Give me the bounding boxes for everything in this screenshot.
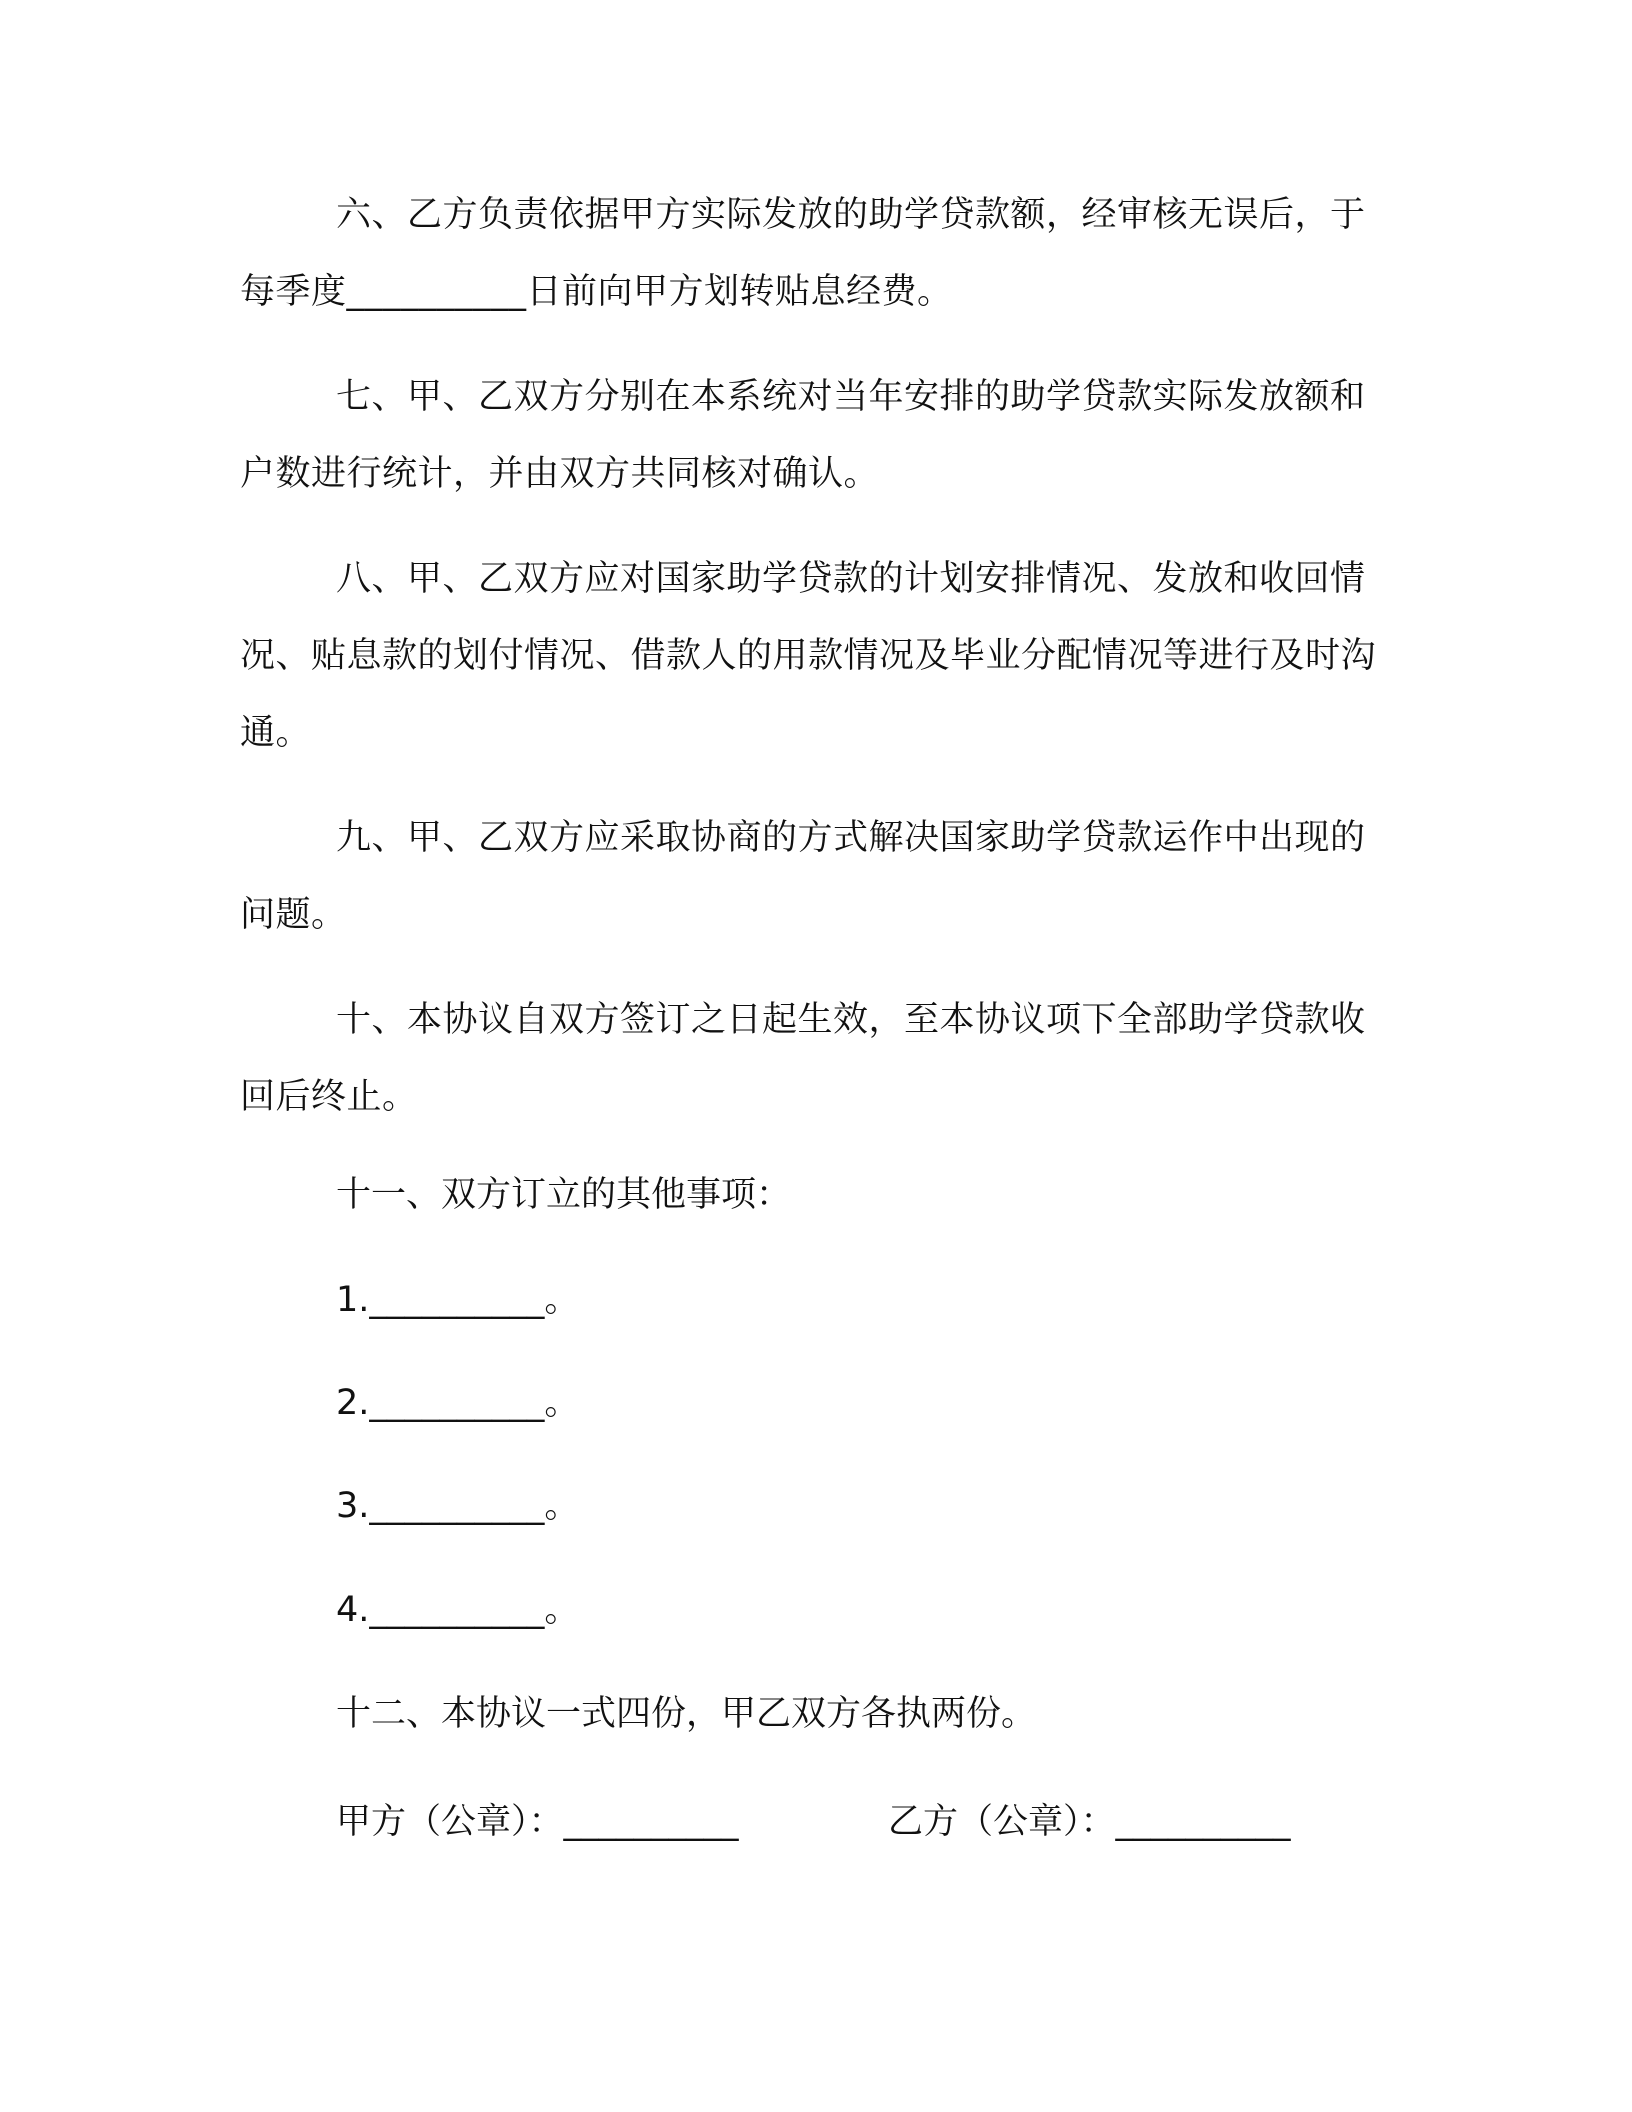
clause-8: 八、甲、乙双方应对国家助学贷款的计划安排情况、发放和收回情况、贴息款的划付情况、借款人的用款情况及毕业分配情况等进行及时沟通。 [240,559,1377,753]
clause-11-item-1: 1.__________。 [336,1280,580,1320]
clause-7: 七、甲、乙双方分别在本系统对当年安排的助学贷款实际发放额和户数进行统计，并由双方共同核对确认。 [240,377,1366,494]
clause-11-heading: 十一、双方订立的其他事项： [336,1175,792,1215]
clause-6: 六、乙方负责依据甲方实际发放的助学贷款额，经审核无误后，于每季度__________日前向甲方划转贴息经费。 [240,195,1366,312]
clause-11-item-2: 2.__________。 [336,1383,580,1423]
clause-11-item-4: 4.__________。 [336,1590,580,1630]
party-b-seal-line: 乙方（公章）：__________ [888,1802,1291,1842]
party-a-seal-line: 甲方（公章）：__________ [336,1802,739,1842]
signature-row [336,1792,1380,1852]
clause-11-item-3: 3.__________。 [336,1486,580,1526]
clause-9: 九、甲、乙双方应采取协商的方式解决国家助学贷款运作中出现的问题。 [240,818,1366,935]
clause-10: 十、本协议自双方签订之日起生效，至本协议项下全部助学贷款收回后终止。 [240,1000,1366,1117]
clause-12: 十二、本协议一式四份，甲乙双方各执两份。 [336,1694,1037,1734]
